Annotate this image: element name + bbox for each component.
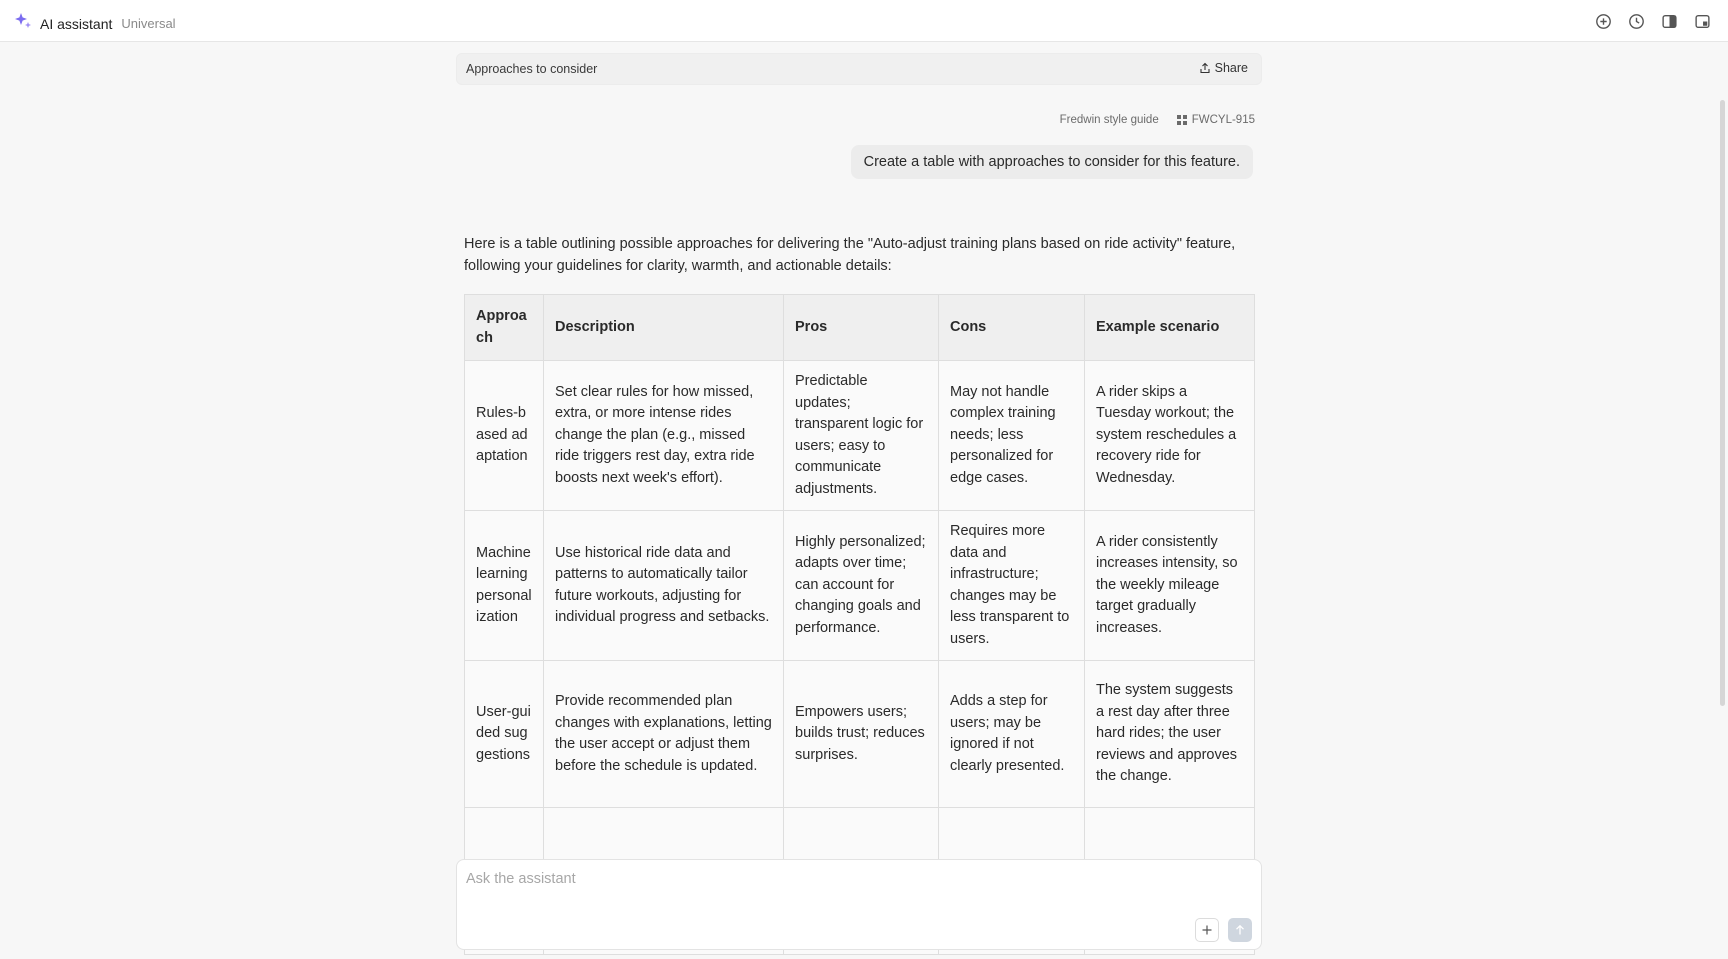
table-cell: The system suggests a rest day after three hard rides; the user reviews and approves the change.	[1085, 661, 1255, 808]
chip-label: Fredwin style guide	[1059, 114, 1159, 126]
grid-icon	[1177, 115, 1187, 125]
assistant-response	[0, 200, 1716, 860]
column-header: Pros	[784, 295, 939, 361]
table-cell: Set clear rules for how missed, extra, or more intense rides change the plan (e.g., missed ride triggers rest day, extra ride boosts next week's effort).	[544, 361, 784, 511]
send-button[interactable]	[1228, 918, 1252, 942]
table-cell: Provide recommended plan changes with explanations, letting the user accept or adjust them before the schedule is updated.	[544, 661, 784, 808]
table-cell: A rider consistently increases intensity, so the weekly mileage target gradually increases.	[1085, 511, 1255, 661]
table-row	[465, 361, 1255, 511]
column-header: Description	[544, 295, 784, 361]
message-composer	[456, 859, 1262, 950]
table-cell: Requires more data and infrastructure; changes may be less transparent to users.	[939, 511, 1085, 661]
app-subtitle: Universal	[121, 16, 176, 31]
table-cell: A rider skips a Tuesday workout; the system reschedules a recovery ride for Wednesday.	[1085, 361, 1255, 511]
table-cell: Adds a step for users; may be ignored if not clearly presented.	[939, 661, 1085, 808]
add-attachment-button[interactable]	[1195, 918, 1219, 942]
assistant-intro: Here is a table outlining possible approaches for delivering the "Auto-adjust training plans based on ride activity" feature, following your guidelines for clarity, warmth, and actionable details:	[464, 236, 1236, 274]
top-actions	[1580, 11, 1712, 31]
app-brand	[13, 11, 176, 36]
column-header: Example scenario	[1085, 295, 1255, 361]
scrollbar-thumb[interactable]	[1720, 100, 1725, 706]
table-cell: User-guided suggestions	[465, 661, 544, 808]
chip-label: FWCYL-915	[1191, 114, 1255, 126]
split-view-icon[interactable]	[1659, 11, 1679, 31]
share-icon	[1199, 62, 1211, 74]
context-chip-style-guide[interactable]	[1053, 111, 1166, 129]
top-bar	[0, 0, 1728, 42]
column-header: Cons	[939, 295, 1085, 361]
thread-header	[456, 53, 1262, 85]
plus-icon	[1201, 924, 1213, 936]
table-cell: Machine learning personalization	[465, 511, 544, 661]
table-cell: Empowers users; builds trust; reduces surprises.	[784, 661, 939, 808]
context-chips	[1053, 111, 1262, 129]
context-chip-ticket[interactable]	[1170, 111, 1262, 129]
table-cell: May not handle complex training needs; less personalized for edge cases.	[939, 361, 1085, 511]
approaches-table	[464, 294, 1255, 955]
table-header-row	[465, 295, 1255, 361]
app-title: AI assistant	[40, 15, 113, 32]
table-cell: Predictable updates; transparent logic for users; easy to communicate adjustments.	[784, 361, 939, 511]
table-row	[465, 661, 1255, 808]
table-row	[465, 511, 1255, 661]
assistant-input[interactable]	[466, 868, 1226, 890]
share-button[interactable]	[1199, 61, 1248, 75]
user-message: Create a table with approaches to consider for this feature.	[851, 145, 1253, 179]
table-cell: Rules-based adaptation	[465, 361, 544, 511]
share-button-label: Share	[1214, 61, 1248, 75]
table-cell: Highly personalized; adapts over time; can account for changing goals and performance.	[784, 511, 939, 661]
sparkle-icon	[13, 11, 33, 36]
column-header: Approach	[465, 295, 544, 361]
new-chat-icon[interactable]	[1593, 11, 1613, 31]
thread-title: Approaches to consider	[466, 62, 598, 76]
arrow-up-icon	[1234, 924, 1246, 936]
scrollbar[interactable]	[1716, 42, 1728, 959]
panel-toggle-icon[interactable]	[1692, 11, 1712, 31]
table-cell: Use historical ride data and patterns to automatically tailor future workouts, adjusting for individual progress and setbacks.	[544, 511, 784, 661]
history-icon[interactable]	[1626, 11, 1646, 31]
